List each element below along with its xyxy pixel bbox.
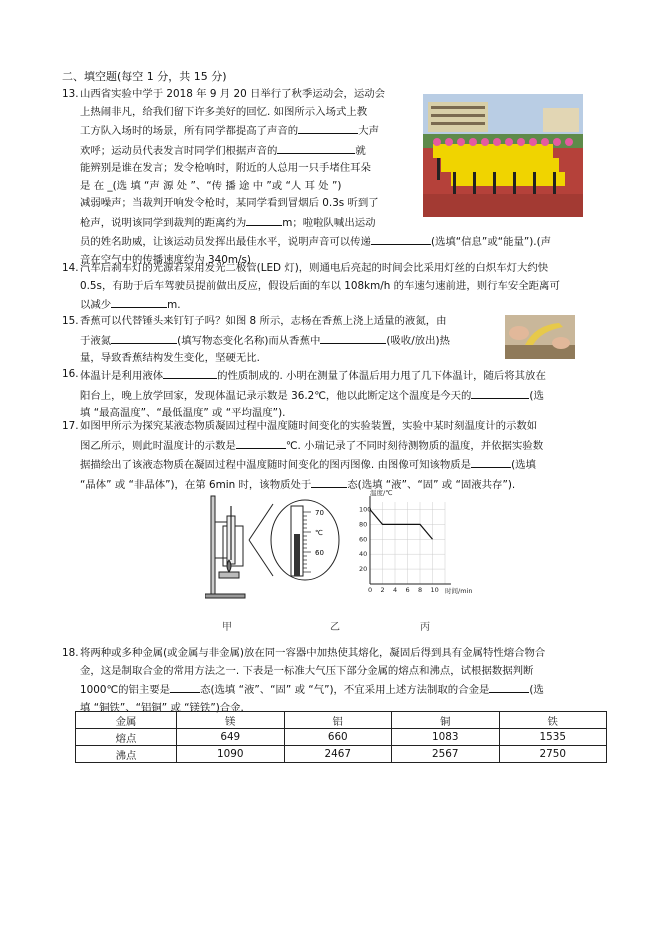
thermo-mark-60: 60 [315,549,324,557]
q17-line-2: 图乙所示，则此时温度计的示数是 [80,439,236,452]
table-cell: 2467 [284,746,392,763]
x-tick-label: 2 [380,586,385,594]
table-cell: 2750 [499,746,607,763]
metal-properties-table [75,711,607,763]
question-16 [62,366,546,423]
q17-line-2b: ℃. 小瑞记录了不同时刻待测物质的温度，并依据实验数 [285,439,544,452]
table-cell: 660 [284,729,392,746]
q14-line-3b: m. [167,299,181,311]
question-number: 18. [62,647,79,659]
q15-line-1: 香蕉可以代替锤头来钉钉子吗？如图 8 所示，志杨在香蕉上浇上适量的液氮，由 [80,315,447,327]
table-header-cell: 铁 [499,712,607,729]
table-header-cell: 铝 [284,712,392,729]
q13-line-5: 能辨别是谁在发言；发令枪响时，附近的人总用一只手堵住耳朵 [80,162,371,174]
q14-line-2: 0.5s，有助于后车驾驶员提前做出反应，假设后面的车以 108km/h 的车速匀速前进，则行车安全距离可 [80,279,560,292]
table-header-cell: 铜 [392,712,500,729]
table-header-cell: 金属 [76,712,177,729]
q13-line-4b: 就 [355,144,366,157]
fig-caption-bing: 丙 [420,622,430,633]
q15-line-2b: (填写物态变化名称)而从香蕉中 [177,334,321,347]
x-tick-label: 0 [368,586,373,594]
table-cell: 沸点 [76,746,177,763]
x-tick-label: 10 [430,586,439,594]
answer-blank[interactable] [111,295,167,308]
q17-figures [205,488,475,602]
q13-line-10: 音在空气中的传播速度约为 340m/s) [80,253,251,266]
question-number: 13. [62,88,79,100]
sports-meeting-photo [423,94,583,217]
question-number: 17. [62,420,79,432]
table-cell: 熔点 [76,729,177,746]
question-18 [62,645,545,717]
q16-line-1b: 的性质制成的. 小明在测量了体温后用力甩了几下体温计，随后将其放在 [217,370,546,382]
q13-line-7: 减弱噪声；当裁判开响发令枪时，某同学看到冒烟后 0.3s 听到了 [80,197,379,209]
q13-line-8: 枪声，说明该同学到裁判的距离约为 [80,216,247,229]
q18-line-2: 金，这是制取合金的常用方法之一. 下表是一标准大气压下部分金属的熔点和沸点，试根据数据判断 [80,664,534,677]
q14-line-1: 汽车后刹车灯的光源若采用发光二极管(LED 灯)，则通电后亮起的时间会比采用灯丝的白炽车灯大约快 [80,262,549,274]
q16-line-1: 体温计是利用液体 [80,370,164,382]
thermometer-figure [249,500,339,580]
q13-line-3b: 大声 [358,125,379,137]
banana-photo [505,315,575,359]
table-cell: 1083 [392,729,500,746]
answer-blank[interactable] [371,232,431,245]
answer-blank[interactable] [471,455,511,468]
q17-line-4b: 态(选填 “液”、“固” 或 “固液共存”). [347,478,516,491]
q18-line-1: 将两种或多种金属(或金属与非金属)放在同一容器中加热使其熔化，凝固后得到具有金属特性熔合物合 [80,647,546,659]
q16-line-2b: (选 [529,389,544,402]
q15-line-2: 于液氮 [80,334,112,347]
q15-line-2c: (吸收/放出)热 [386,334,450,347]
q18-line-3c: (选 [529,684,544,696]
cooling-graph [359,488,472,595]
y-tick-label: 80 [359,520,368,529]
section-title: 二、填空题(每空 1 分，共 15 分) [62,70,227,83]
thermo-mark-70: 70 [315,509,324,517]
y-tick-label: 20 [359,565,368,574]
table-header-cell: 镁 [177,712,285,729]
fig-caption-jia: 甲 [222,622,232,633]
answer-blank[interactable] [320,331,386,344]
q16-line-2: 阳台上，晚上放学回家，发现体温记录示数是 36.2℃，他以此断定这个温度是今天的 [80,389,472,402]
answer-blank[interactable] [163,366,217,379]
answer-blank[interactable] [489,680,529,693]
q13-line-9b: (选填“信息”或“能量”).(声 [430,236,552,248]
question-17 [62,418,543,494]
q13-line-6: 是 在 _(选 填 “声 源 处 ”、“传 播 途 中 ”或 “人 耳 处 ”) [80,179,342,192]
q18-line-3: 1000℃的铝主要是 [80,684,171,696]
q15-line-3: 量，导致香蕉结构发生变化，坚硬无比. [80,352,260,364]
q14-line-3: 以减少 [80,299,112,311]
question-number: 14. [62,262,79,274]
answer-blank[interactable] [277,141,355,154]
apparatus-figure [205,496,245,598]
q17-line-4: “晶体” 或 “非晶体”)，在第 6min 时，该物质处于 [80,478,312,491]
x-tick-label: 6 [405,586,410,594]
y-tick-label: 100 [359,505,372,514]
answer-blank[interactable] [298,121,358,134]
question-number: 15. [62,315,79,327]
answer-blank[interactable] [471,386,529,399]
q13-line-8b: m；啦啦队喊出运动 [282,216,376,229]
answer-blank[interactable] [246,213,282,226]
graph-ylabel: 温度/℃ [370,489,393,497]
thermo-mark-unit: ℃ [315,529,323,537]
q16-line-3: 填 “最高温度”、“最低温度” 或 “平均温度”). [80,407,286,419]
graph-xlabel: 时间/min [445,587,473,595]
answer-blank[interactable] [236,436,286,449]
question-15 [62,313,450,368]
table-header-row [76,712,607,729]
table-cell: 2567 [392,746,500,763]
q17-line-3: 据描绘出了该液态物质在凝固过程中温度随时间变化的图丙图像. 由图像可知该物质是 [80,459,472,471]
q13-line-3: 工方队入场时的场景，所有同学都提高了声音的 [80,125,299,137]
q18-line-3b: 态(选填 “液”、“固” 或 “气”)，不宜采用上述方法制取的合金是 [200,684,490,696]
table-cell: 649 [177,729,285,746]
question-number: 16. [62,368,79,380]
x-tick-label: 8 [418,586,423,594]
answer-blank[interactable] [311,475,347,488]
q13-line-1: 山西省实验中学于 2018 年 9 月 20 日举行了秋季运动会，运动会 [80,88,386,100]
table-row [76,746,607,763]
q13-line-4: 欢呼；运动员代表发言时同学们根据声音的 [80,144,278,157]
table-cell: 1090 [177,746,285,763]
q18-line-4: 填 “铜铁”、“铝铜” 或 “镁铁”)合金. [80,701,244,714]
table-cell: 1535 [499,729,607,746]
y-tick-label: 40 [359,550,368,559]
table-row [76,729,607,746]
answer-blank[interactable] [170,680,200,693]
y-tick-label: 60 [359,535,368,544]
question-14 [62,260,560,315]
fig-caption-yi: 乙 [330,622,340,633]
q17-line-3b: (选填 [511,459,536,471]
q13-line-2: 上热闹非凡，给我们留下许多美好的回忆. 如图所示入场式上教 [80,105,368,118]
x-tick-label: 4 [393,586,398,594]
q17-line-1: 如图甲所示为探究某液态物质凝固过程中温度随时间变化的实验装置，实验中某时刻温度计的示数如 [80,420,538,432]
q13-line-9: 员的姓名助威，让该运动员发挥出最佳水平，说明声音可以传递 [80,236,371,248]
answer-blank[interactable] [111,331,177,344]
